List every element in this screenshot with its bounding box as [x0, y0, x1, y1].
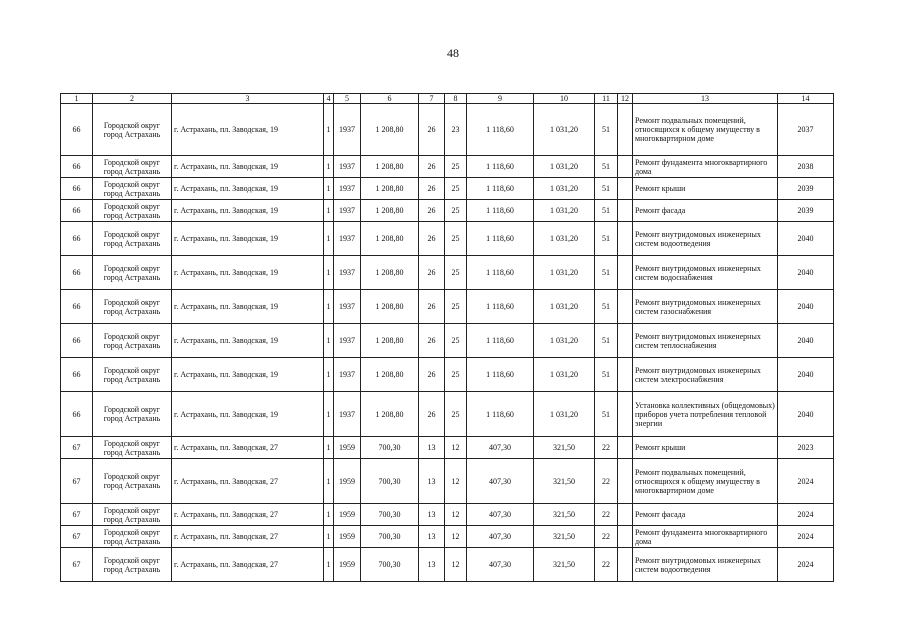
cell-floors: 51 — [595, 200, 618, 222]
table-row — [61, 178, 834, 200]
cell-building-count: 1 — [324, 200, 334, 222]
table-row — [61, 392, 834, 437]
cell-private-area: 1 031,20 — [534, 222, 595, 256]
cell-building-count: 1 — [324, 526, 334, 548]
cell-private-area: 321,50 — [534, 459, 595, 504]
cell-total-area: 1 208,80 — [361, 290, 419, 324]
cell-residential-area: 407,30 — [467, 459, 534, 504]
cell-extra — [618, 437, 633, 459]
cell-planned-year: 2024 — [778, 504, 834, 526]
cell-work-type: Ремонт подвальных помещений, относящихся к общему имуществу в многоквартирном доме — [633, 459, 778, 504]
table-row — [61, 459, 834, 504]
cell-building-count: 1 — [324, 358, 334, 392]
cell-private-area: 1 031,20 — [534, 104, 595, 156]
cell-building-count: 1 — [324, 156, 334, 178]
cell-build-year: 1937 — [334, 290, 361, 324]
cell-municipality: Городской округ город Астрахань — [93, 104, 172, 156]
cell-apartments: 26 — [419, 256, 445, 290]
cell-planned-year: 2037 — [778, 104, 834, 156]
cell-build-year: 1959 — [334, 437, 361, 459]
cell-residential-area: 1 118,60 — [467, 290, 534, 324]
column-number: 12 — [618, 94, 633, 104]
cell-planned-year: 2024 — [778, 526, 834, 548]
cell-address: г. Астрахань, пл. Заводская, 19 — [172, 392, 324, 437]
table-row — [61, 526, 834, 548]
cell-total-area: 1 208,80 — [361, 324, 419, 358]
cell-residential-area: 1 118,60 — [467, 104, 534, 156]
cell-private-area: 1 031,20 — [534, 392, 595, 437]
cell-extra — [618, 156, 633, 178]
cell-build-year: 1937 — [334, 256, 361, 290]
cell-residential-area: 1 118,60 — [467, 178, 534, 200]
cell-build-year: 1937 — [334, 392, 361, 437]
column-number: 1 — [61, 94, 93, 104]
cell-building-count: 1 — [324, 459, 334, 504]
cell-build-year: 1937 — [334, 104, 361, 156]
cell-address: г. Астрахань, пл. Заводская, 19 — [172, 178, 324, 200]
cell-work-type: Ремонт внутридомовых инженерных систем водоотведения — [633, 222, 778, 256]
cell-floors: 51 — [595, 178, 618, 200]
cell-floors: 22 — [595, 504, 618, 526]
cell-building-count: 1 — [324, 548, 334, 582]
cell-apartments: 13 — [419, 437, 445, 459]
cell-address: г. Астрахань, пл. Заводская, 19 — [172, 156, 324, 178]
cell-residents: 25 — [445, 178, 467, 200]
cell-building-count: 1 — [324, 178, 334, 200]
cell-address: г. Астрахань, пл. Заводская, 27 — [172, 437, 324, 459]
column-number: 8 — [445, 94, 467, 104]
cell-row-index: 67 — [61, 548, 93, 582]
cell-floors: 51 — [595, 222, 618, 256]
cell-residents: 25 — [445, 200, 467, 222]
cell-apartments: 13 — [419, 526, 445, 548]
cell-municipality: Городской округ город Астрахань — [93, 392, 172, 437]
cell-work-type: Ремонт фундамента многоквартирного дома — [633, 156, 778, 178]
column-number: 9 — [467, 94, 534, 104]
cell-work-type: Ремонт внутридомовых инженерных систем водоснабжения — [633, 256, 778, 290]
cell-row-index: 67 — [61, 459, 93, 504]
cell-municipality: Городской округ город Астрахань — [93, 526, 172, 548]
table-row — [61, 358, 834, 392]
cell-residents: 25 — [445, 256, 467, 290]
cell-build-year: 1937 — [334, 222, 361, 256]
cell-work-type: Ремонт внутридомовых инженерных систем теплоснабжения — [633, 324, 778, 358]
cell-planned-year: 2040 — [778, 392, 834, 437]
cell-build-year: 1937 — [334, 200, 361, 222]
cell-work-type: Ремонт подвальных помещений, относящихся к общему имуществу в многоквартирном доме — [633, 104, 778, 156]
cell-row-index: 66 — [61, 222, 93, 256]
cell-municipality: Городской округ город Астрахань — [93, 437, 172, 459]
cell-residential-area: 1 118,60 — [467, 358, 534, 392]
cell-work-type: Ремонт фундамента многоквартирного дома — [633, 526, 778, 548]
cell-residential-area: 407,30 — [467, 526, 534, 548]
cell-floors: 51 — [595, 358, 618, 392]
cell-extra — [618, 526, 633, 548]
cell-work-type: Ремонт внутридомовых инженерных систем водоотведения — [633, 548, 778, 582]
cell-row-index: 66 — [61, 156, 93, 178]
cell-apartments: 26 — [419, 200, 445, 222]
cell-extra — [618, 459, 633, 504]
cell-planned-year: 2039 — [778, 200, 834, 222]
cell-floors: 22 — [595, 459, 618, 504]
cell-apartments: 13 — [419, 504, 445, 526]
cell-build-year: 1959 — [334, 504, 361, 526]
cell-residential-area: 1 118,60 — [467, 256, 534, 290]
cell-residents: 23 — [445, 104, 467, 156]
cell-building-count: 1 — [324, 437, 334, 459]
cell-total-area: 700,30 — [361, 459, 419, 504]
cell-extra — [618, 222, 633, 256]
cell-building-count: 1 — [324, 324, 334, 358]
cell-row-index: 66 — [61, 178, 93, 200]
cell-residents: 25 — [445, 156, 467, 178]
cell-extra — [618, 548, 633, 582]
cell-municipality: Городской округ город Астрахань — [93, 324, 172, 358]
cell-build-year: 1937 — [334, 156, 361, 178]
cell-extra — [618, 392, 633, 437]
cell-work-type: Установка коллективных (общедомовых) приборов учета потребления тепловой энергии — [633, 392, 778, 437]
cell-floors: 22 — [595, 437, 618, 459]
cell-address: г. Астрахань, пл. Заводская, 19 — [172, 104, 324, 156]
cell-apartments: 26 — [419, 392, 445, 437]
cell-private-area: 1 031,20 — [534, 358, 595, 392]
cell-building-count: 1 — [324, 104, 334, 156]
cell-address: г. Астрахань, пл. Заводская, 27 — [172, 459, 324, 504]
cell-municipality: Городской округ город Астрахань — [93, 504, 172, 526]
cell-municipality: Городской округ город Астрахань — [93, 459, 172, 504]
cell-residential-area: 1 118,60 — [467, 222, 534, 256]
column-number: 2 — [93, 94, 172, 104]
column-number: 13 — [633, 94, 778, 104]
cell-floors: 51 — [595, 104, 618, 156]
cell-address: г. Астрахань, пл. Заводская, 27 — [172, 526, 324, 548]
cell-private-area: 321,50 — [534, 437, 595, 459]
cell-row-index: 67 — [61, 526, 93, 548]
cell-row-index: 66 — [61, 104, 93, 156]
cell-row-index: 67 — [61, 504, 93, 526]
cell-municipality: Городской округ город Астрахань — [93, 290, 172, 324]
cell-private-area: 1 031,20 — [534, 156, 595, 178]
cell-extra — [618, 104, 633, 156]
cell-residential-area: 1 118,60 — [467, 156, 534, 178]
cell-private-area: 1 031,20 — [534, 178, 595, 200]
cell-planned-year: 2024 — [778, 459, 834, 504]
cell-extra — [618, 290, 633, 324]
column-number: 10 — [534, 94, 595, 104]
cell-apartments: 13 — [419, 459, 445, 504]
cell-building-count: 1 — [324, 504, 334, 526]
cell-residents: 25 — [445, 290, 467, 324]
column-number: 5 — [334, 94, 361, 104]
cell-floors: 51 — [595, 324, 618, 358]
cell-total-area: 700,30 — [361, 437, 419, 459]
cell-address: г. Астрахань, пл. Заводская, 19 — [172, 290, 324, 324]
cell-work-type: Ремонт крыши — [633, 437, 778, 459]
cell-residents: 12 — [445, 548, 467, 582]
cell-build-year: 1937 — [334, 358, 361, 392]
cell-planned-year: 2040 — [778, 222, 834, 256]
table-row — [61, 324, 834, 358]
cell-build-year: 1937 — [334, 178, 361, 200]
cell-extra — [618, 256, 633, 290]
cell-address: г. Астрахань, пл. Заводская, 19 — [172, 256, 324, 290]
cell-row-index: 66 — [61, 358, 93, 392]
table-row — [61, 222, 834, 256]
cell-building-count: 1 — [324, 256, 334, 290]
cell-planned-year: 2039 — [778, 178, 834, 200]
cell-total-area: 1 208,80 — [361, 200, 419, 222]
cell-total-area: 700,30 — [361, 526, 419, 548]
cell-total-area: 1 208,80 — [361, 256, 419, 290]
column-number: 14 — [778, 94, 834, 104]
cell-row-index: 67 — [61, 437, 93, 459]
table-row — [61, 437, 834, 459]
cell-residential-area: 407,30 — [467, 437, 534, 459]
cell-residents: 12 — [445, 437, 467, 459]
cell-apartments: 26 — [419, 358, 445, 392]
cell-total-area: 1 208,80 — [361, 222, 419, 256]
cell-municipality: Городской округ город Астрахань — [93, 358, 172, 392]
cell-floors: 51 — [595, 392, 618, 437]
cell-floors: 51 — [595, 290, 618, 324]
cell-total-area: 700,30 — [361, 504, 419, 526]
column-number: 11 — [595, 94, 618, 104]
cell-private-area: 1 031,20 — [534, 290, 595, 324]
repair-schedule-table — [60, 93, 834, 582]
cell-planned-year: 2040 — [778, 256, 834, 290]
cell-residents: 25 — [445, 392, 467, 437]
cell-row-index: 66 — [61, 392, 93, 437]
cell-address: г. Астрахань, пл. Заводская, 27 — [172, 548, 324, 582]
cell-municipality: Городской округ город Астрахань — [93, 178, 172, 200]
cell-residential-area: 407,30 — [467, 504, 534, 526]
table-row — [61, 104, 834, 156]
cell-private-area: 1 031,20 — [534, 200, 595, 222]
cell-planned-year: 2040 — [778, 358, 834, 392]
cell-extra — [618, 200, 633, 222]
cell-planned-year: 2023 — [778, 437, 834, 459]
cell-address: г. Астрахань, пл. Заводская, 19 — [172, 358, 324, 392]
cell-planned-year: 2038 — [778, 156, 834, 178]
cell-planned-year: 2040 — [778, 290, 834, 324]
cell-work-type: Ремонт фасада — [633, 200, 778, 222]
cell-private-area: 1 031,20 — [534, 324, 595, 358]
cell-residential-area: 1 118,60 — [467, 200, 534, 222]
cell-private-area: 1 031,20 — [534, 256, 595, 290]
cell-apartments: 26 — [419, 104, 445, 156]
page-number: 48 — [447, 46, 459, 60]
cell-building-count: 1 — [324, 290, 334, 324]
cell-apartments: 26 — [419, 222, 445, 256]
cell-residential-area: 1 118,60 — [467, 324, 534, 358]
cell-private-area: 321,50 — [534, 548, 595, 582]
cell-floors: 51 — [595, 156, 618, 178]
cell-total-area: 1 208,80 — [361, 358, 419, 392]
cell-private-area: 321,50 — [534, 526, 595, 548]
cell-total-area: 700,30 — [361, 548, 419, 582]
cell-build-year: 1937 — [334, 324, 361, 358]
cell-apartments: 26 — [419, 290, 445, 324]
cell-row-index: 66 — [61, 256, 93, 290]
cell-build-year: 1959 — [334, 526, 361, 548]
table-row — [61, 200, 834, 222]
table-row — [61, 290, 834, 324]
column-number: 6 — [361, 94, 419, 104]
cell-planned-year: 2024 — [778, 548, 834, 582]
cell-total-area: 1 208,80 — [361, 178, 419, 200]
cell-total-area: 1 208,80 — [361, 104, 419, 156]
cell-address: г. Астрахань, пл. Заводская, 19 — [172, 200, 324, 222]
cell-apartments: 26 — [419, 324, 445, 358]
cell-floors: 51 — [595, 256, 618, 290]
cell-row-index: 66 — [61, 200, 93, 222]
cell-residents: 12 — [445, 504, 467, 526]
cell-apartments: 13 — [419, 548, 445, 582]
cell-address: г. Астрахань, пл. Заводская, 19 — [172, 324, 324, 358]
table-row — [61, 156, 834, 178]
cell-residents: 25 — [445, 222, 467, 256]
cell-extra — [618, 504, 633, 526]
cell-extra — [618, 324, 633, 358]
cell-address: г. Астрахань, пл. Заводская, 19 — [172, 222, 324, 256]
cell-work-type: Ремонт фасада — [633, 504, 778, 526]
table-row — [61, 256, 834, 290]
cell-building-count: 1 — [324, 222, 334, 256]
column-number: 4 — [324, 94, 334, 104]
table-row — [61, 504, 834, 526]
cell-residents: 25 — [445, 358, 467, 392]
cell-floors: 22 — [595, 548, 618, 582]
cell-municipality: Городской округ город Астрахань — [93, 222, 172, 256]
cell-municipality: Городской округ город Астрахань — [93, 156, 172, 178]
cell-work-type: Ремонт внутридомовых инженерных систем электроснабжения — [633, 358, 778, 392]
cell-private-area: 321,50 — [534, 504, 595, 526]
column-number: 3 — [172, 94, 324, 104]
cell-build-year: 1959 — [334, 548, 361, 582]
cell-municipality: Городской округ город Астрахань — [93, 548, 172, 582]
cell-total-area: 1 208,80 — [361, 392, 419, 437]
cell-residents: 12 — [445, 526, 467, 548]
cell-residential-area: 407,30 — [467, 548, 534, 582]
cell-extra — [618, 358, 633, 392]
cell-municipality: Городской округ город Астрахань — [93, 256, 172, 290]
table-row — [61, 548, 834, 582]
cell-work-type: Ремонт крыши — [633, 178, 778, 200]
cell-planned-year: 2040 — [778, 324, 834, 358]
cell-residents: 12 — [445, 459, 467, 504]
cell-row-index: 66 — [61, 324, 93, 358]
cell-work-type: Ремонт внутридомовых инженерных систем газоснабжения — [633, 290, 778, 324]
cell-apartments: 26 — [419, 178, 445, 200]
cell-building-count: 1 — [324, 392, 334, 437]
cell-extra — [618, 178, 633, 200]
cell-address: г. Астрахань, пл. Заводская, 27 — [172, 504, 324, 526]
column-number-row — [61, 94, 834, 104]
cell-build-year: 1959 — [334, 459, 361, 504]
cell-residential-area: 1 118,60 — [467, 392, 534, 437]
cell-municipality: Городской округ город Астрахань — [93, 200, 172, 222]
cell-total-area: 1 208,80 — [361, 156, 419, 178]
cell-row-index: 66 — [61, 290, 93, 324]
cell-floors: 22 — [595, 526, 618, 548]
cell-apartments: 26 — [419, 156, 445, 178]
cell-residents: 25 — [445, 324, 467, 358]
column-number: 7 — [419, 94, 445, 104]
